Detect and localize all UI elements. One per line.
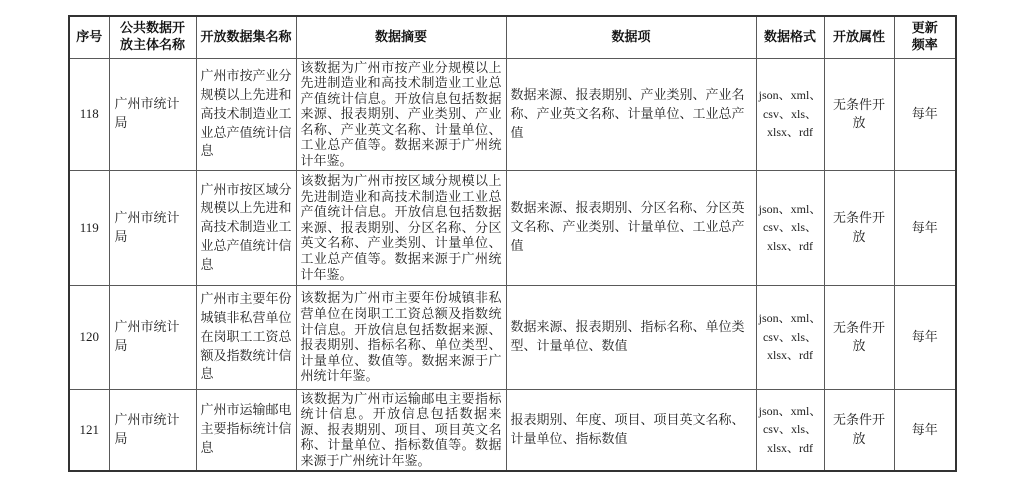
serial-number-cell: 121: [69, 389, 109, 470]
header-update-frequency: 更新频率: [894, 16, 956, 58]
open-attribute-cell: 无条件开放: [824, 285, 894, 389]
header-serial-number: 序号: [69, 16, 109, 58]
update-frequency-cell: 每年: [894, 58, 956, 170]
dataset-name-cell: 广州市主要年份城镇非私营单位在岗职工工资总额及指数统计信息: [196, 285, 296, 389]
data-format-cell: json、xml、csv、xls、xlsx、rdf: [756, 285, 824, 389]
serial-number-cell: 120: [69, 285, 109, 389]
data-items-cell: 报表期别、年度、项目、项目英文名称、计量单位、指标数值: [506, 389, 756, 470]
data-format-cell: json、xml、csv、xls、xlsx、rdf: [756, 389, 824, 470]
open-attribute-cell: 无条件开放: [824, 58, 894, 170]
header-data-items: 数据项: [506, 16, 756, 58]
header-data-format: 数据格式: [756, 16, 824, 58]
table-row: [69, 170, 956, 285]
summary-cell: 该数据为广州市按产业分规模以上先进制造业和高技术制造业工业总产值统计信息。开放信息包括数据来源、报表期别、产业类别、产业名称、产业英文名称、计量单位、工业总产值等。数据来源于广州统计年鉴。: [296, 58, 506, 170]
summary-cell: 该数据为广州市主要年份城镇非私营单位在岗职工工资总额及指数统计信息。开放信息包括数据来源、报表期别、指标名称、单位类型、计量单位、数值等。数据来源于广州统计年鉴。: [296, 285, 506, 389]
open-attribute-cell: 无条件开放: [824, 170, 894, 285]
data-items-cell: 数据来源、报表期别、分区名称、分区英文名称、产业类别、计量单位、工业总产值: [506, 170, 756, 285]
update-frequency-cell: 每年: [894, 285, 956, 389]
header-open-attribute: 开放属性: [824, 16, 894, 58]
update-frequency-cell: 每年: [894, 170, 956, 285]
header-data-summary: 数据摘要: [296, 16, 506, 58]
data-format-cell: json、xml、csv、xls、xlsx、rdf: [756, 58, 824, 170]
table-header-row: [69, 16, 956, 58]
update-frequency-cell: 每年: [894, 389, 956, 470]
data-items-cell: 数据来源、报表期别、产业类别、产业名称、产业英文名称、计量单位、工业总产值: [506, 58, 756, 170]
header-agency-name: 公共数据开放主体名称: [109, 16, 196, 58]
open-attribute-cell: 无条件开放: [824, 389, 894, 470]
serial-number-cell: 119: [69, 170, 109, 285]
agency-cell: 广州市统计局: [109, 58, 196, 170]
agency-cell: 广州市统计局: [109, 170, 196, 285]
header-dataset-name: 开放数据集名称: [196, 16, 296, 58]
open-data-catalog-table: [68, 15, 957, 472]
table-row: [69, 285, 956, 389]
table-row: [69, 389, 956, 470]
dataset-name-cell: 广州市按区域分规模以上先进和高技术制造业工业总产值统计信息: [196, 170, 296, 285]
summary-cell: 该数据为广州市按区域分规模以上先进制造业和高技术制造业工业总产值统计信息。开放信息包括数据来源、报表期别、分区名称、分区英文名称、产业类别、计量单位、工业总产值等。数据来源于广州统计年鉴。: [296, 170, 506, 285]
serial-number-cell: 118: [69, 58, 109, 170]
summary-cell: 该数据为广州市运输邮电主要指标统计信息。开放信息包括数据来源、报表期别、项目、项目英文名称、计量单位、指标数值等。数据来源于广州统计年鉴。: [296, 389, 506, 470]
dataset-name-cell: 广州市运输邮电主要指标统计信息: [196, 389, 296, 470]
data-format-cell: json、xml、csv、xls、xlsx、rdf: [756, 170, 824, 285]
table-row: [69, 58, 956, 170]
agency-cell: 广州市统计局: [109, 285, 196, 389]
data-items-cell: 数据来源、报表期别、指标名称、单位类型、计量单位、数值: [506, 285, 756, 389]
dataset-name-cell: 广州市按产业分规模以上先进和高技术制造业工业总产值统计信息: [196, 58, 296, 170]
agency-cell: 广州市统计局: [109, 389, 196, 470]
